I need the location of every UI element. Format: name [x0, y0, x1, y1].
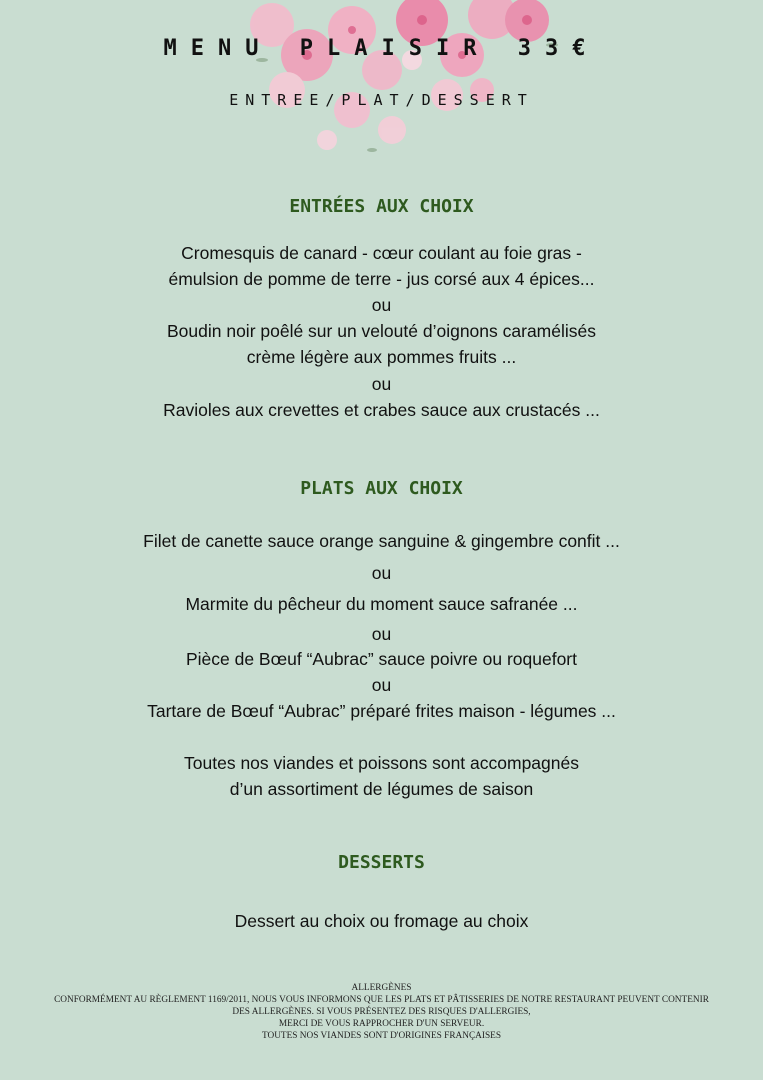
plat-separator: ou [371, 624, 392, 644]
allergen-notice: MERCI DE VOUS RAPPROCHER D'UN SERVEUR. [278, 1019, 485, 1029]
menu-title: MENU PLAISIR 33€ [163, 36, 600, 61]
desserts-heading: DESSERTS [338, 852, 425, 873]
plat-line: Filet de canette sauce orange sanguine & gingembre confit ... [143, 531, 620, 551]
entree-separator: ou [371, 374, 392, 394]
entree-line: Ravioles aux crevettes et crabes sauce aux crustacés ... [163, 400, 600, 420]
plat-separator: ou [371, 563, 392, 583]
entree-separator: ou [371, 295, 392, 315]
allergen-notice: CONFORMÉMENT AU RÈGLEMENT 1169/2011, NOUS VOUS INFORMONS QUE LES PLATS ET PÂTISSERIES DE NOTRE RESTAURANT PEUVENT CONTENIR [54, 995, 709, 1005]
origin-notice: TOUTES NOS VIANDES SONT D'ORIGINES FRANÇAISES [261, 1031, 502, 1041]
entree-line: Boudin noir poêlé sur un velouté d’oignons caramélisés [166, 321, 596, 341]
entree-line: émulsion de pomme de terre - jus corsé aux 4 épices... [168, 269, 595, 289]
plat-line: Pièce de Bœuf “Aubrac” sauce poivre ou roquefort [185, 649, 578, 669]
entree-line: Cromesquis de canard - cœur coulant au foie gras - [181, 243, 582, 263]
menu-subtitle: ENTREE/PLAT/DESSERT [229, 91, 534, 109]
entree-line: crème légère aux pommes fruits ... [246, 347, 517, 367]
floral-decoration [232, 0, 572, 160]
plat-line: Marmite du pêcheur du moment sauce safranée ... [185, 594, 578, 614]
allergen-heading: ALLERGÈNES [351, 983, 412, 993]
plats-note: d’un assortiment de légumes de saison [229, 779, 534, 799]
entrees-heading: ENTRÉES AUX CHOIX [289, 196, 474, 217]
plats-note: Toutes nos viandes et poissons sont accompagnés [184, 753, 579, 773]
plat-separator: ou [371, 675, 392, 695]
plat-line: Tartare de Bœuf “Aubrac” préparé frites maison - légumes ... [147, 701, 616, 721]
plats-heading: PLATS AUX CHOIX [300, 478, 463, 499]
dessert-line: Dessert au choix ou fromage au choix [234, 911, 529, 931]
allergen-notice: DES ALLERGÈNES. SI VOUS PRÉSENTEZ DES RISQUES D'ALLERGIES, [232, 1007, 531, 1017]
